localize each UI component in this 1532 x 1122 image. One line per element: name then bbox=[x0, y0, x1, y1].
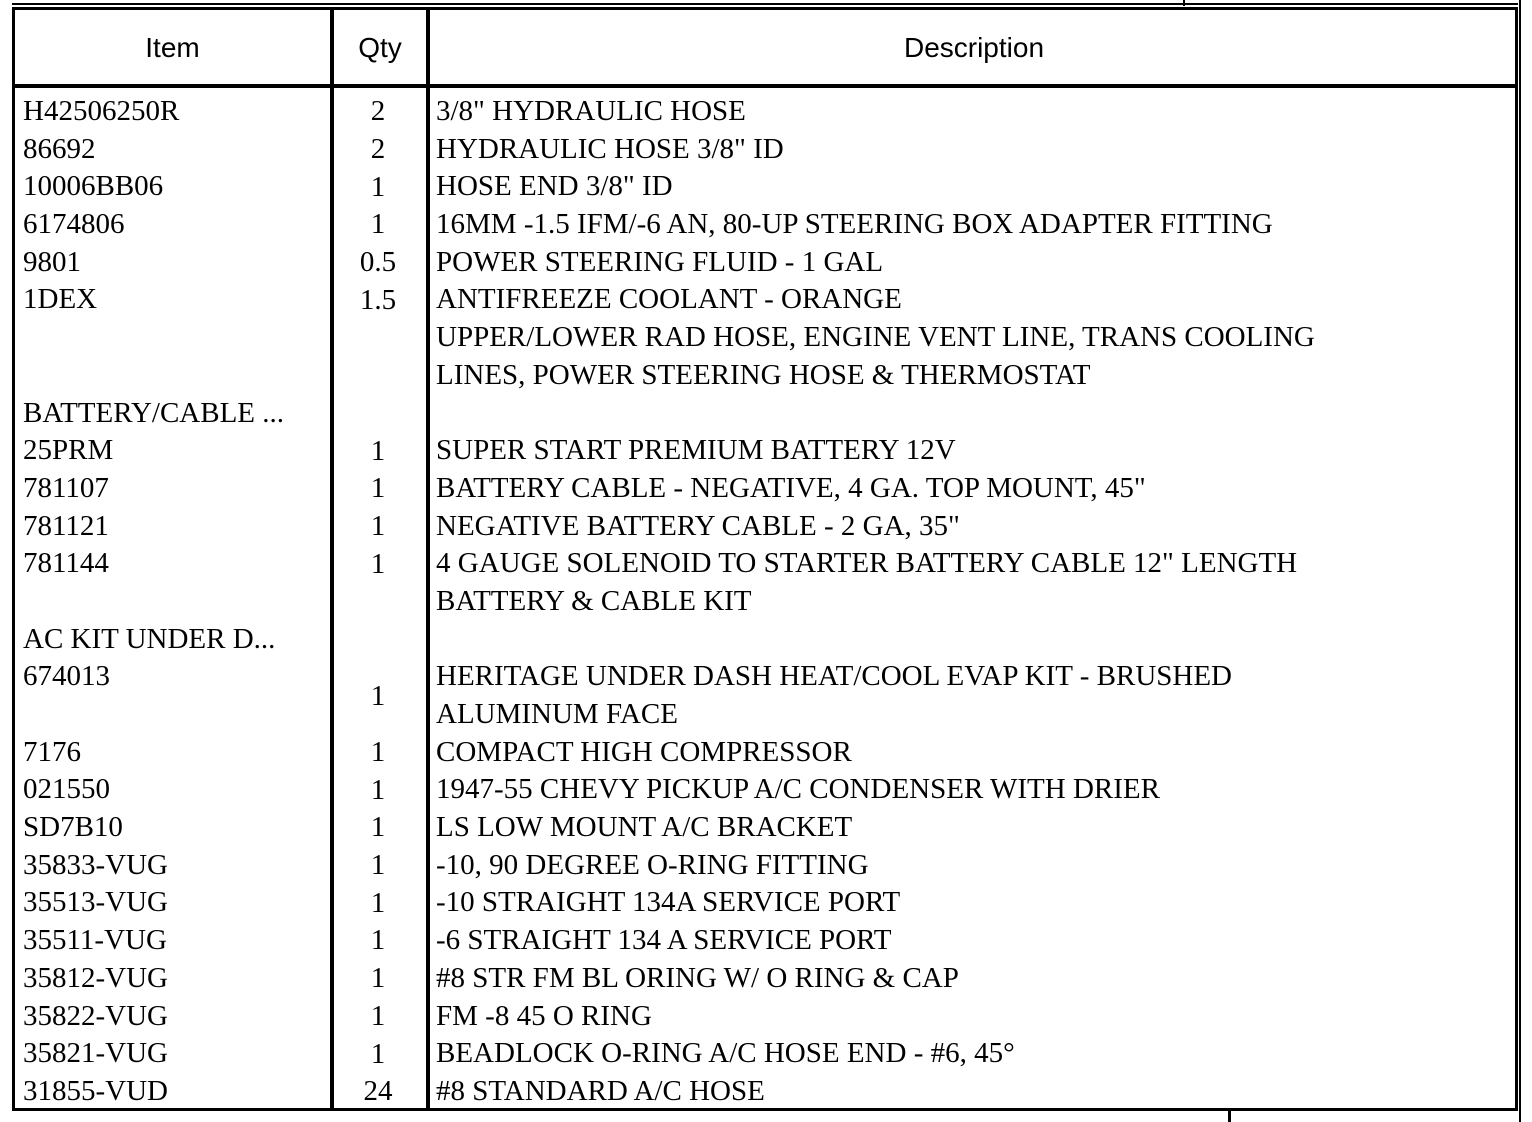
item-cell bbox=[15, 206, 330, 244]
qty-cell: 1 bbox=[370, 509, 386, 542]
description-line: 1947-55 CHEVY PICKUP A/C CONDENSER WITH DRIER bbox=[436, 773, 1160, 806]
description-cell bbox=[426, 847, 1518, 885]
description-line: UPPER/LOWER RAD HOSE, ENGINE VENT LINE, TRANS COOLING bbox=[436, 321, 1315, 354]
description-line: HOSE END 3/8" ID bbox=[436, 170, 673, 203]
item-code: 86692 bbox=[23, 132, 96, 165]
qty-cell bbox=[330, 395, 426, 433]
table-row bbox=[15, 960, 1518, 998]
item-code: 25PRM bbox=[23, 434, 114, 467]
item-cell bbox=[15, 847, 330, 885]
description-cell bbox=[426, 960, 1518, 998]
description-line: 3/8" HYDRAULIC HOSE bbox=[436, 95, 746, 127]
table-row bbox=[15, 1035, 1518, 1073]
table-row bbox=[15, 545, 1518, 583]
table-row bbox=[15, 621, 1518, 659]
header-divider bbox=[12, 84, 1518, 88]
item-code: 9801 bbox=[23, 245, 81, 278]
table-row bbox=[15, 922, 1518, 960]
item-code bbox=[23, 583, 330, 621]
qty-cell: 1 bbox=[370, 999, 386, 1032]
description-cell bbox=[426, 395, 1518, 433]
description-line: BEADLOCK O-RING A/C HOSE END - #6, 45° bbox=[436, 1037, 1015, 1070]
description-cell bbox=[426, 508, 1518, 546]
table-row bbox=[15, 771, 1518, 809]
item-cell bbox=[15, 583, 330, 621]
item-cell bbox=[15, 884, 330, 922]
table-row bbox=[15, 244, 1518, 282]
description-cell bbox=[426, 168, 1518, 206]
description-cell bbox=[426, 206, 1518, 244]
item-code: 31855-VUD bbox=[23, 1074, 168, 1107]
qty-cell: 1 bbox=[370, 208, 386, 241]
item-cell bbox=[15, 281, 330, 319]
item-cell bbox=[15, 734, 330, 772]
item-code: 35812-VUG bbox=[23, 961, 168, 994]
description-line: 16MM -1.5 IFM/-6 AN, 80-UP STEERING BOX ADAPTER FITTING bbox=[436, 208, 1273, 241]
description-cell bbox=[426, 281, 1518, 319]
item-code: 10006BB06 bbox=[23, 170, 164, 203]
item-code: 35822-VUG bbox=[23, 999, 168, 1032]
item-code: H42506250R bbox=[23, 95, 180, 127]
description-cell bbox=[426, 244, 1518, 282]
table-row bbox=[15, 998, 1518, 1036]
item-cell bbox=[15, 1035, 330, 1073]
description-line: -6 STRAIGHT 134 A SERVICE PORT bbox=[436, 924, 892, 957]
qty-cell: 1 bbox=[370, 886, 386, 919]
description-cell bbox=[426, 131, 1518, 169]
description-line bbox=[436, 621, 1518, 659]
item-code: BATTERY/CABLE ... bbox=[23, 396, 285, 429]
table-row bbox=[15, 583, 1518, 621]
item-code: 781144 bbox=[23, 547, 109, 580]
description-cell bbox=[426, 1035, 1518, 1073]
description-line: ALUMINUM FACE bbox=[436, 698, 678, 730]
qty-cell: 1 bbox=[370, 434, 386, 467]
top-border-line bbox=[12, 3, 1518, 5]
description-line: BATTERY CABLE - NEGATIVE, 4 GA. TOP MOUNT, 45" bbox=[436, 471, 1146, 504]
item-code: 674013 bbox=[23, 660, 110, 693]
description-cell bbox=[426, 319, 1518, 394]
table-row bbox=[15, 206, 1518, 244]
item-cell bbox=[15, 93, 330, 131]
item-cell bbox=[15, 432, 330, 470]
item-cell bbox=[15, 922, 330, 960]
item-cell bbox=[15, 621, 330, 659]
item-code: 35821-VUG bbox=[23, 1037, 168, 1070]
qty-cell: 1 bbox=[370, 679, 386, 712]
table-row bbox=[15, 508, 1518, 546]
item-code: 6174806 bbox=[23, 208, 125, 241]
qty-cell bbox=[330, 621, 426, 659]
qty-cell bbox=[330, 319, 426, 394]
table-row bbox=[15, 658, 1518, 733]
qty-cell bbox=[330, 583, 426, 621]
table-row bbox=[15, 1073, 1518, 1111]
description-line: COMPACT HIGH COMPRESSOR bbox=[436, 735, 852, 768]
qty-cell: 1 bbox=[370, 849, 386, 882]
description-cell bbox=[426, 998, 1518, 1036]
description-line: LS LOW MOUNT A/C BRACKET bbox=[436, 811, 853, 844]
item-cell bbox=[15, 168, 330, 206]
description-line: -10 STRAIGHT 134A SERVICE PORT bbox=[436, 886, 901, 919]
description-cell bbox=[426, 734, 1518, 772]
header-qty: Qty bbox=[358, 32, 402, 63]
qty-cell: 1.5 bbox=[359, 283, 397, 316]
table-row bbox=[15, 432, 1518, 470]
qty-cell: 2 bbox=[370, 95, 386, 128]
table-row bbox=[15, 281, 1518, 319]
description-cell bbox=[426, 809, 1518, 847]
item-cell bbox=[15, 545, 330, 583]
qty-cell: 1 bbox=[370, 472, 386, 505]
top-tick-mark bbox=[1183, 0, 1185, 6]
qty-cell: 1 bbox=[370, 1037, 386, 1070]
table-row bbox=[15, 470, 1518, 508]
description-line: LINES, POWER STEERING HOSE & THERMOSTAT bbox=[436, 358, 1091, 391]
item-cell bbox=[15, 395, 330, 433]
item-code: 021550 bbox=[23, 773, 110, 806]
item-code: 35511-VUG bbox=[23, 924, 167, 957]
item-cell bbox=[15, 998, 330, 1036]
item-cell bbox=[15, 319, 330, 394]
item-cell bbox=[15, 1073, 330, 1111]
description-cell bbox=[426, 432, 1518, 470]
item-code: 1DEX bbox=[23, 283, 98, 316]
item-code: 35513-VUG bbox=[23, 886, 168, 919]
item-cell bbox=[15, 658, 330, 733]
qty-cell: 2 bbox=[370, 133, 386, 166]
description-line: -10, 90 DEGREE O-RING FITTING bbox=[436, 848, 869, 881]
table-row bbox=[15, 93, 1518, 131]
description-line bbox=[436, 395, 1518, 433]
item-code: 781107 bbox=[23, 471, 109, 504]
item-code: AC KIT UNDER D... bbox=[23, 622, 276, 655]
table-row bbox=[15, 847, 1518, 885]
table-row bbox=[15, 734, 1518, 772]
qty-cell: 0.5 bbox=[359, 246, 397, 279]
description-line: HYDRAULIC HOSE 3/8" ID bbox=[436, 132, 784, 165]
description-line: NEGATIVE BATTERY CABLE - 2 GA, 35" bbox=[436, 509, 960, 542]
description-line: POWER STEERING FLUID - 1 GAL bbox=[436, 245, 884, 278]
description-line: FM -8 45 O RING bbox=[436, 999, 652, 1032]
qty-cell: 1 bbox=[370, 811, 386, 844]
item-cell bbox=[15, 960, 330, 998]
qty-cell: 1 bbox=[370, 924, 386, 957]
description-cell bbox=[426, 93, 1518, 131]
description-cell bbox=[426, 583, 1518, 621]
table-row bbox=[15, 395, 1518, 433]
description-cell bbox=[426, 545, 1518, 583]
description-cell bbox=[426, 884, 1518, 922]
description-cell bbox=[426, 771, 1518, 809]
item-code: SD7B10 bbox=[23, 811, 123, 844]
item-cell bbox=[15, 809, 330, 847]
description-cell bbox=[426, 922, 1518, 960]
item-cell bbox=[15, 470, 330, 508]
description-line: #8 STR FM BL ORING W/ O RING & CAP bbox=[436, 961, 959, 994]
header-item: Item bbox=[145, 32, 200, 63]
item-code: 7176 bbox=[23, 735, 81, 768]
item-code: 35833-VUG bbox=[23, 848, 168, 881]
item-cell bbox=[15, 508, 330, 546]
right-border-line bbox=[1519, 0, 1521, 1122]
description-cell bbox=[426, 621, 1518, 659]
item-cell bbox=[15, 131, 330, 169]
description-line: #8 STANDARD A/C HOSE bbox=[436, 1074, 765, 1107]
description-line: HERITAGE UNDER DASH HEAT/COOL EVAP KIT - BRUSHED bbox=[436, 660, 1232, 693]
table-row bbox=[15, 809, 1518, 847]
table-row bbox=[15, 168, 1518, 206]
description-cell bbox=[426, 470, 1518, 508]
table-body bbox=[15, 93, 1518, 1111]
item-code: 781121 bbox=[23, 509, 109, 542]
description-line: ANTIFREEZE COOLANT - ORANGE bbox=[436, 283, 902, 316]
qty-cell: 24 bbox=[363, 1075, 393, 1108]
item-cell bbox=[15, 771, 330, 809]
description-cell bbox=[426, 658, 1518, 733]
description-cell bbox=[426, 1073, 1518, 1111]
item-cell bbox=[15, 244, 330, 282]
description-line: 4 GAUGE SOLENOID TO STARTER BATTERY CABLE 12" LENGTH bbox=[436, 547, 1298, 580]
qty-cell: 1 bbox=[370, 170, 386, 203]
header-description: Description bbox=[903, 32, 1045, 63]
table-row bbox=[15, 131, 1518, 169]
qty-cell: 1 bbox=[370, 962, 386, 995]
item-code bbox=[23, 319, 330, 357]
qty-cell: 1 bbox=[370, 736, 386, 769]
qty-cell: 1 bbox=[370, 547, 386, 580]
description-line: BATTERY & CABLE KIT bbox=[436, 584, 752, 617]
table-row bbox=[15, 319, 1518, 394]
description-line: SUPER START PREMIUM BATTERY 12V bbox=[436, 434, 956, 467]
qty-cell: 1 bbox=[370, 773, 386, 806]
table-row bbox=[15, 884, 1518, 922]
